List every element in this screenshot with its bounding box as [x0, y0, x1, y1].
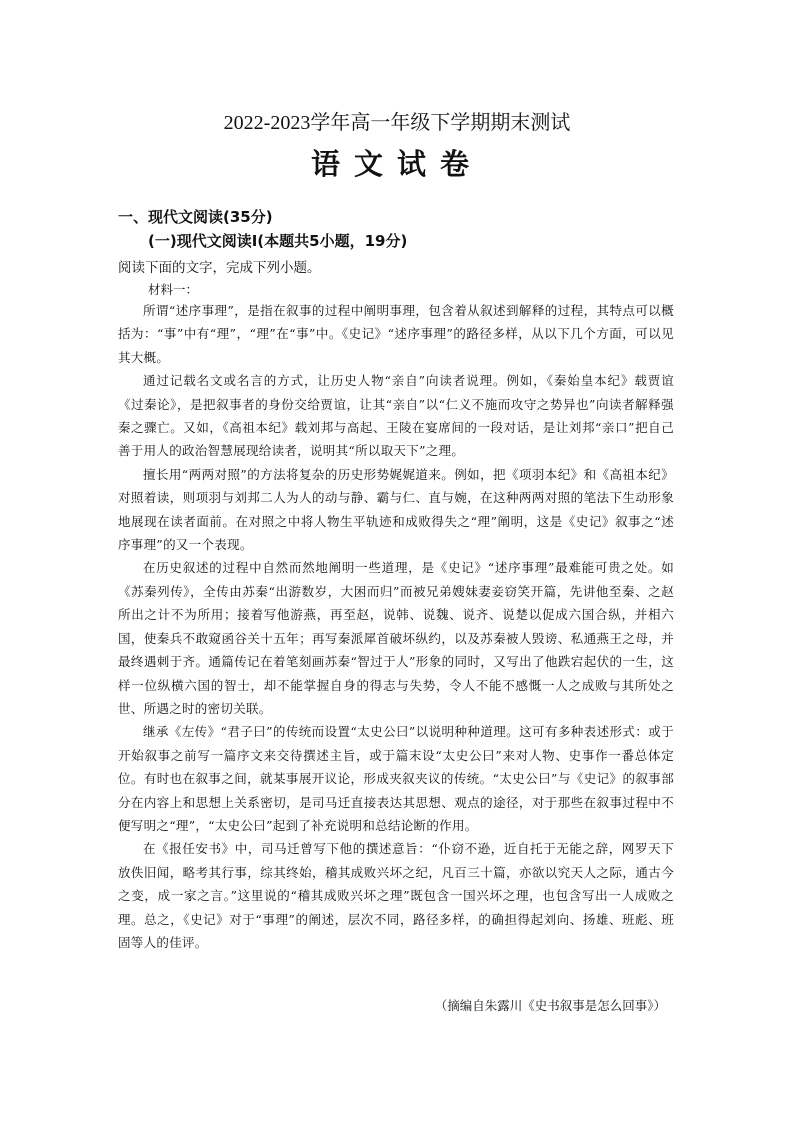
source-citation: （摘编自朱露川《史书叙事是怎么回事》） [434, 998, 666, 1013]
subsection-heading: (一)现代文阅读Ⅰ(本题共5小题，19分) [148, 232, 408, 250]
section-heading: 一、现代文阅读(35分) [118, 208, 273, 226]
passage-paragraph: 所谓“述序事理”，是指在叙事的过程中阐明事理，包含着从叙述到解释的过程，其特点可以概括为：“事”中有“理”，“理”在“事”中。《史记》“述序事理”的路径多样，从以下几个方面，可以见其大概。 [118, 303, 674, 365]
passage-paragraph: 在《报任安书》中，司马迁曾写下他的撰述意旨：“仆窃不逊，近自托于无能之辞，网罗天下放佚旧闻，略考其行事，综其终始，稽其成败兴坏之纪，凡百三十篇，亦欲以究天人之际，通古今之变，成一家之言。”这里说的“稽其成败兴坏之理”既包含一国兴坏之理，也包含写出一人成败之理。总之，《史记》对于“事理”的阐述，层次不同，路径多样，的确担得起刘向、扬雄、班彪、班固等人的佳评。 [118, 841, 674, 950]
passage-paragraph: 在历史叙述的过程中自然而然地阐明一些道理，是《史记》“述序事理”最难能可贵之处。如《苏秦列传》，全传由苏秦“出游数岁，大困而归”而被兄弟嫂妹妻妾窃笑开篇，先讲他至秦、之赵所出之计不为所用；接着写他游燕，再至赵，说韩、说魏、说齐、说楚以促成六国合纵，并相六国，使秦兵不敢窥函谷关十五年；再写秦派犀首破坏纵约，以及苏秦被人毁谤、私通燕王之母，并最终遇刺于齐。通篇传记在着笔刻画苏秦“智过于人”形象的同时，又写出了他跌宕起伏的一生，这样一位纵横六国的智士，却不能掌握自身的得志与失势，令人不能不感慨一人之成败与其所处之世、所遇之时的密切关联。 [118, 560, 674, 716]
passage-paragraph: 擅长用“两两对照”的方法将复杂的历史形势娓娓道来。例如，把《项羽本纪》和《高祖本纪》对照着读，则项羽与刘邦二人为人的动与静、霸与仁、直与婉，在这种两两对照的笔法下生动形象地展现在读者面前。在对照之中将人物生平轨迹和成败得失之“理”阐明，这是《史记》叙事之“述序事理”的又一个表现。 [118, 466, 674, 553]
passage-paragraph: 继承《左传》“君子曰”的传统而设置“太史公曰”以说明种种道理。这可有多种表述形式：或于开始叙事之前写一篇序文来交待撰述主旨，或于篇末设“太史公曰”来对人物、史事作一番总体定位。有时也在叙事之间，就某事展开议论，形成夹叙夹议的传统。“太史公曰”与《史记》的叙事部分在内容上和思想上关系密切，是司马迁直接表达其思想、观点的途径，对于那些在叙事过程中不便写明之“理”，“太史公曰”起到了补充说明和总结论断的作用。 [118, 724, 674, 833]
reading-instruction: 阅读下面的文字，完成下列小题。 [118, 260, 321, 276]
subject-title: 语文试卷 [310, 147, 483, 181]
passage-paragraph: 通过记载名文或名言的方式，让历史人物“亲自”向读者说理。例如，《秦始皇本纪》载贾谊《过秦论》，是把叙事者的身份交给贾谊，让其“亲自”以“仁义不施而攻守之势异也”向读者解释强秦之骤亡。又如，《高祖本纪》载刘邦与高起、王陵在宴席间的一段对话，是让刘邦“亲口”把自己善于用人的政治智慧展现给读者，说明其“所以取天下”之理。 [118, 373, 674, 459]
exam-title: 2022-2023学年高一年级下学期期末测试 [223, 112, 571, 134]
material-label: 材料一： [148, 282, 199, 297]
passage-body [118, 299, 674, 954]
